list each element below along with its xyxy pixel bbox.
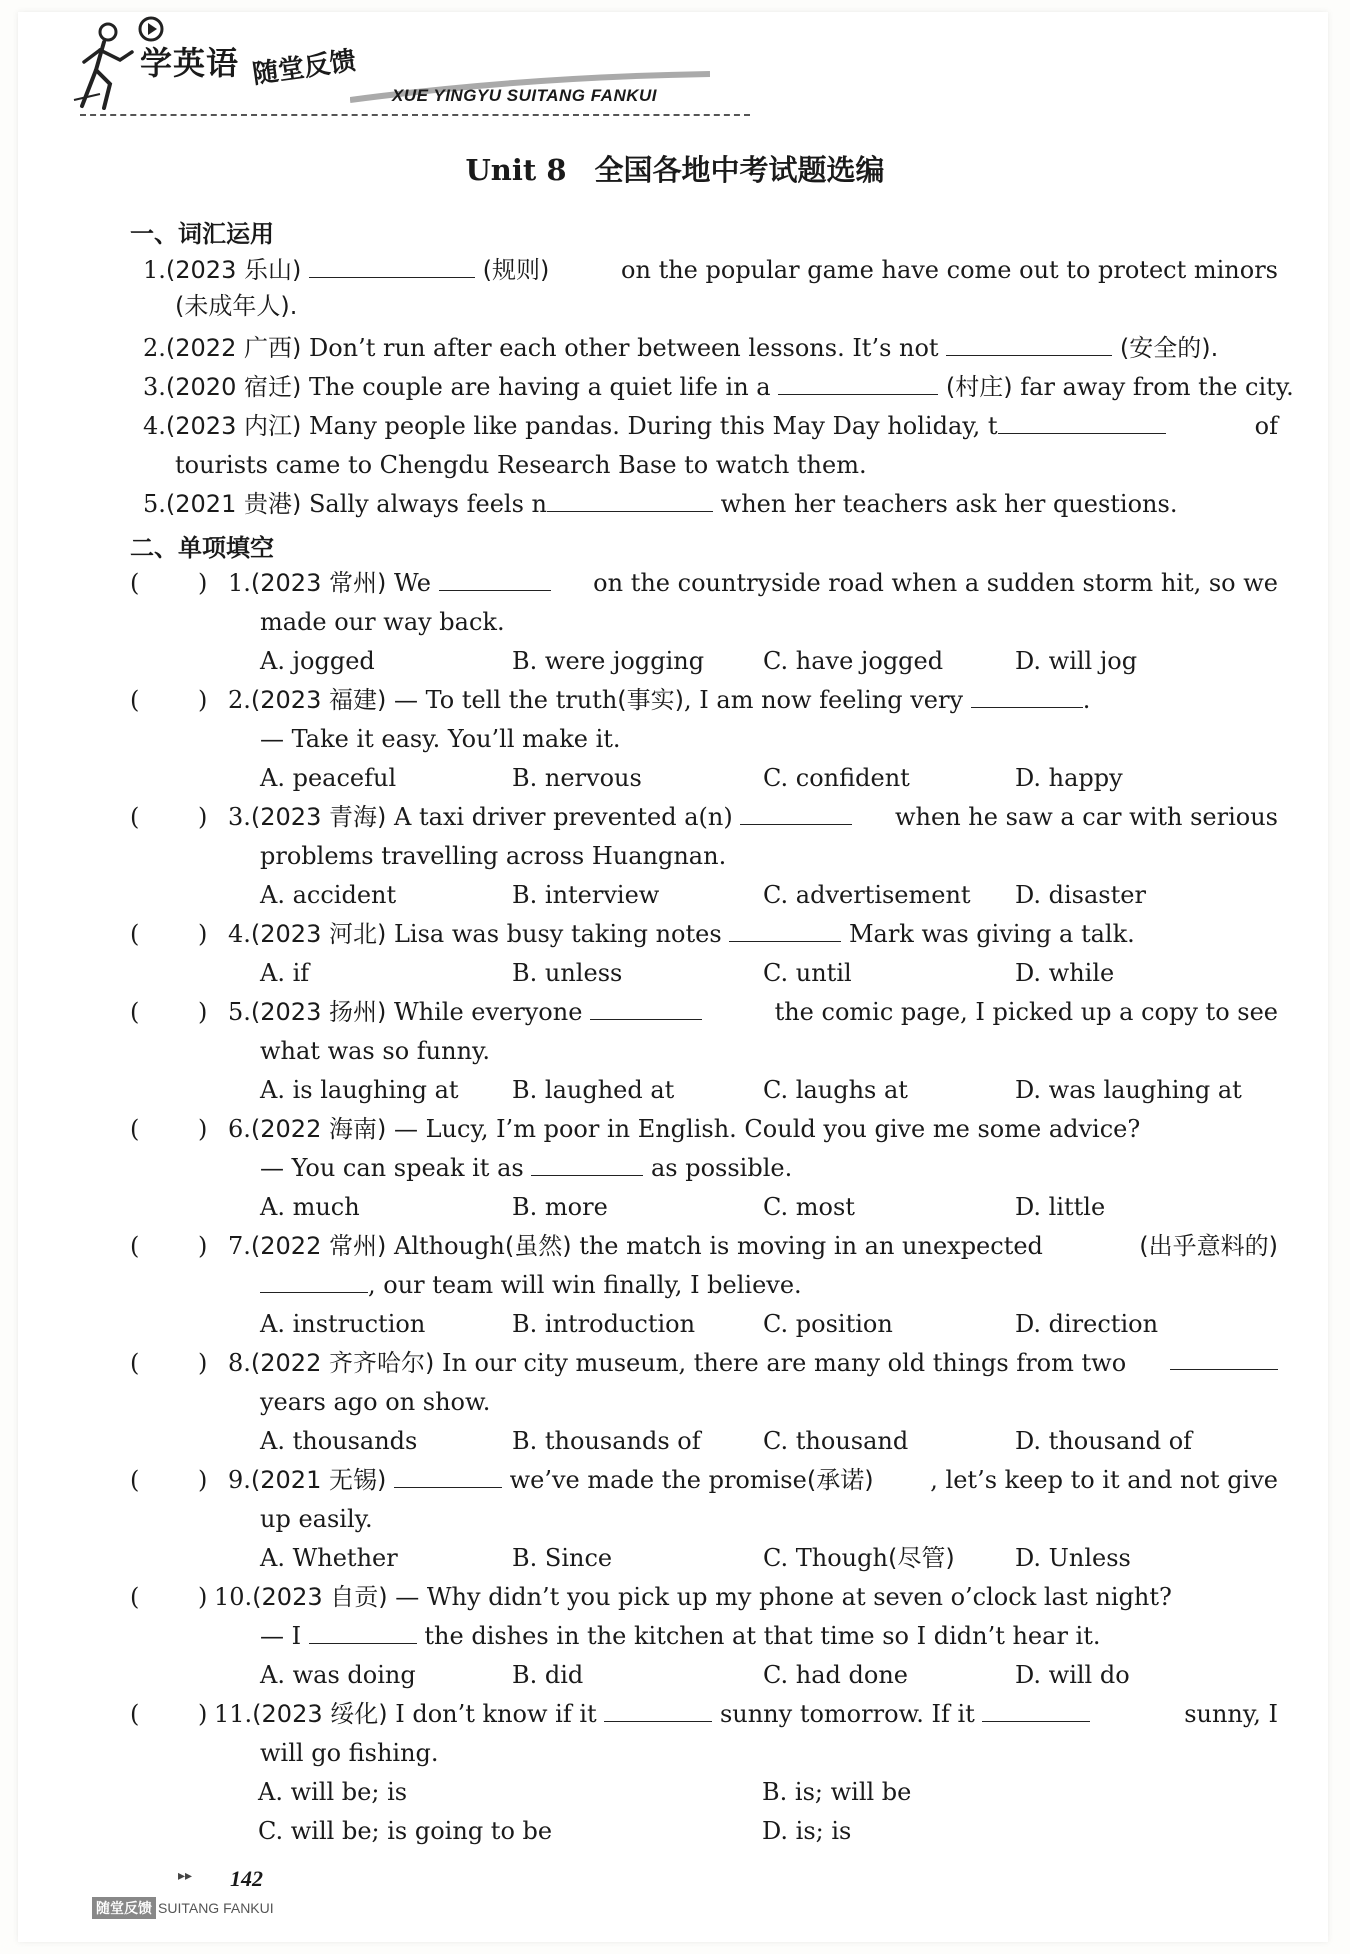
answer-box[interactable]: ( ) bbox=[130, 1349, 208, 1377]
vocab-item-4: 4.(2023 内江) Many people like pandas. During this May Day holiday, t of bbox=[143, 412, 1278, 440]
question-4: 4.(2023 河北) Lisa was busy taking notes Mark was giving a talk. bbox=[228, 920, 1135, 948]
answer-blank[interactable] bbox=[531, 1153, 643, 1176]
option-d[interactable]: D. will do bbox=[1015, 1661, 1130, 1689]
question-11-cont: will go fishing. bbox=[260, 1739, 439, 1767]
answer-box[interactable]: ( ) bbox=[130, 1115, 208, 1143]
answer-blank[interactable] bbox=[982, 1699, 1090, 1722]
answer-blank[interactable] bbox=[309, 255, 475, 278]
option-a[interactable]: A. jogged bbox=[260, 647, 375, 675]
question-6: 6.(2022 海南) — Lucy, I’m poor in English. Could you give me some advice? bbox=[228, 1115, 1141, 1143]
question-3: 3.(2023 青海) A taxi driver prevented a(n) when he saw a car with serious bbox=[228, 803, 1278, 831]
question-3-cont: problems travelling across Huangnan. bbox=[260, 842, 727, 870]
option-d[interactable]: D. happy bbox=[1015, 764, 1123, 792]
option-a[interactable]: A. thousands bbox=[260, 1427, 418, 1455]
unit-label: Unit 8 bbox=[465, 153, 567, 187]
question-2-cont: — Take it easy. You’ll make it. bbox=[260, 725, 621, 753]
option-c[interactable]: C. position bbox=[763, 1310, 893, 1338]
option-b[interactable]: B. more bbox=[512, 1193, 608, 1221]
option-b[interactable]: B. laughed at bbox=[512, 1076, 675, 1104]
footer-brand-cn: 随堂反馈 bbox=[92, 1897, 156, 1919]
title-cn: 全国各地中考试题选编 bbox=[594, 153, 885, 187]
answer-box[interactable]: ( ) bbox=[130, 1466, 208, 1494]
question-8-cont: years ago on show. bbox=[260, 1388, 491, 1416]
option-a[interactable]: A. instruction bbox=[260, 1310, 426, 1338]
option-c[interactable]: C. thousand bbox=[763, 1427, 909, 1455]
option-c[interactable]: C. advertisement bbox=[763, 881, 971, 909]
vocab-item-2: 2.(2022 广西) Don’t run after each other between lessons. It’s not (安全的). bbox=[143, 334, 1219, 362]
vocab-item-4-cont: tourists came to Chengdu Research Base to watch them. bbox=[175, 451, 867, 479]
logo-subtitle: 随堂反馈 bbox=[250, 45, 358, 91]
answer-blank[interactable] bbox=[778, 372, 938, 395]
answer-blank[interactable] bbox=[590, 997, 702, 1020]
answer-blank[interactable] bbox=[439, 568, 551, 591]
logo-title: 学英语 bbox=[140, 44, 240, 82]
answer-box[interactable]: ( ) bbox=[130, 1232, 208, 1260]
answer-blank[interactable] bbox=[604, 1699, 712, 1722]
answer-blank[interactable] bbox=[971, 685, 1083, 708]
option-c[interactable]: C. laughs at bbox=[763, 1076, 908, 1104]
option-d[interactable]: D. is; is bbox=[762, 1817, 852, 1845]
logo-english: XUE YINGYU SUITANG FANKUI bbox=[392, 86, 658, 105]
option-a[interactable]: A. if bbox=[260, 959, 310, 987]
section-heading-multiple-choice: 二、单项填空 bbox=[130, 534, 274, 562]
option-a[interactable]: A. will be; is bbox=[258, 1778, 408, 1806]
option-c[interactable]: C. confident bbox=[763, 764, 910, 792]
option-b[interactable]: B. were jogging bbox=[512, 647, 705, 675]
option-b[interactable]: B. thousands of bbox=[512, 1427, 701, 1455]
vocab-item-3: 3.(2020 宿迁) The couple are having a quiet life in a (村庄) far away from the city. bbox=[143, 373, 1294, 401]
option-a[interactable]: A. much bbox=[260, 1193, 360, 1221]
question-1-cont: made our way back. bbox=[260, 608, 505, 636]
option-b[interactable]: B. Since bbox=[512, 1544, 613, 1572]
question-8: 8.(2022 齐齐哈尔) In our city museum, there are many old things from two bbox=[228, 1347, 1278, 1379]
option-d[interactable]: D. thousand of bbox=[1015, 1427, 1193, 1455]
option-d[interactable]: D. will jog bbox=[1015, 647, 1138, 675]
vocab-item-1-cont: (未成年人). bbox=[175, 292, 298, 320]
option-a[interactable]: A. accident bbox=[260, 881, 397, 909]
answer-box[interactable]: ( ) bbox=[130, 920, 208, 948]
answer-box[interactable]: ( ) bbox=[130, 686, 208, 714]
answer-box[interactable]: ( ) bbox=[130, 569, 208, 597]
answer-blank[interactable] bbox=[394, 1465, 502, 1488]
option-c[interactable]: C. Though(尽管) bbox=[763, 1544, 955, 1572]
option-c[interactable]: C. will be; is going to be bbox=[258, 1817, 553, 1845]
question-5: 5.(2023 扬州) While everyone the comic page, I picked up a copy to see bbox=[228, 998, 1278, 1026]
option-a[interactable]: A. Whether bbox=[260, 1544, 398, 1572]
runner-figure-icon bbox=[70, 20, 140, 112]
question-9: 9.(2021 无锡) we’ve made the promise(承诺) , let’s keep to it and not give bbox=[228, 1466, 1278, 1494]
answer-blank[interactable] bbox=[309, 1621, 417, 1644]
page-number: 142 bbox=[230, 1866, 263, 1891]
question-6-cont: — You can speak it as as possible. bbox=[260, 1154, 793, 1182]
option-c[interactable]: C. have jogged bbox=[763, 647, 944, 675]
option-b[interactable]: B. nervous bbox=[512, 764, 642, 792]
question-2: 2.(2023 福建) — To tell the truth(事实), I am now feeling very . bbox=[228, 686, 1091, 714]
answer-box[interactable]: ( ) bbox=[130, 803, 208, 831]
option-b[interactable]: B. is; will be bbox=[762, 1778, 912, 1806]
option-b[interactable]: B. did bbox=[512, 1661, 584, 1689]
option-c[interactable]: C. most bbox=[763, 1193, 855, 1221]
question-7: 7.(2022 常州) Although(虽然) the match is moving in an unexpected (出乎意料的) bbox=[228, 1232, 1278, 1260]
answer-blank[interactable] bbox=[998, 411, 1166, 434]
answer-blank[interactable] bbox=[729, 919, 841, 942]
header-divider bbox=[80, 114, 750, 116]
answer-blank[interactable] bbox=[946, 333, 1112, 356]
question-9-cont: up easily. bbox=[260, 1505, 373, 1533]
answer-box[interactable]: ( ) bbox=[130, 1583, 208, 1611]
question-7-cont: , our team will win finally, I believe. bbox=[260, 1269, 802, 1301]
footer-brand bbox=[92, 1897, 302, 1919]
option-d[interactable]: D. disaster bbox=[1015, 881, 1146, 909]
option-d[interactable]: D. direction bbox=[1015, 1310, 1159, 1338]
option-d[interactable]: D. little bbox=[1015, 1193, 1106, 1221]
page-title bbox=[0, 148, 1350, 189]
answer-box[interactable]: ( ) bbox=[130, 998, 208, 1026]
footer-brand-en: SUITANG FANKUI bbox=[158, 1900, 274, 1916]
page-arrows-icon: ▸▸ bbox=[178, 1868, 193, 1884]
option-d[interactable]: D. while bbox=[1015, 959, 1115, 987]
option-b[interactable]: B. interview bbox=[512, 881, 660, 909]
answer-blank[interactable] bbox=[547, 489, 713, 512]
option-a[interactable]: A. peaceful bbox=[260, 764, 397, 792]
answer-blank[interactable] bbox=[1170, 1347, 1278, 1370]
option-d[interactable]: D. was laughing at bbox=[1015, 1076, 1242, 1104]
question-11: 11.(2023 绥化) I don’t know if it sunny tomorrow. If it sunny, I bbox=[214, 1700, 1278, 1728]
section-heading-vocabulary: 一、词汇运用 bbox=[130, 220, 274, 248]
header-logo bbox=[70, 14, 690, 114]
option-a[interactable]: A. is laughing at bbox=[260, 1076, 459, 1104]
option-b[interactable]: B. unless bbox=[512, 959, 623, 987]
vocab-item-5: 5.(2021 贵港) Sally always feels n when her teachers ask her questions. bbox=[143, 490, 1178, 518]
option-d[interactable]: D. Unless bbox=[1015, 1544, 1131, 1572]
question-5-cont: what was so funny. bbox=[260, 1037, 491, 1065]
option-c[interactable]: C. had done bbox=[763, 1661, 908, 1689]
answer-box[interactable]: ( ) bbox=[130, 1700, 208, 1728]
answer-blank[interactable] bbox=[260, 1270, 368, 1293]
option-c[interactable]: C. until bbox=[763, 959, 852, 987]
question-1: 1.(2023 常州) We on the countryside road when a sudden storm hit, so we bbox=[228, 569, 1278, 597]
vocab-item-1: 1.(2023 乐山) (规则) on the popular game have come out to protect minors bbox=[143, 256, 1278, 284]
question-10-cont: — I the dishes in the kitchen at that time so I didn’t hear it. bbox=[260, 1622, 1101, 1650]
option-a[interactable]: A. was doing bbox=[260, 1661, 416, 1689]
option-b[interactable]: B. introduction bbox=[512, 1310, 696, 1338]
question-10: 10.(2023 自贡) — Why didn’t you pick up my phone at seven o’clock last night? bbox=[214, 1583, 1172, 1611]
answer-blank[interactable] bbox=[740, 802, 852, 825]
